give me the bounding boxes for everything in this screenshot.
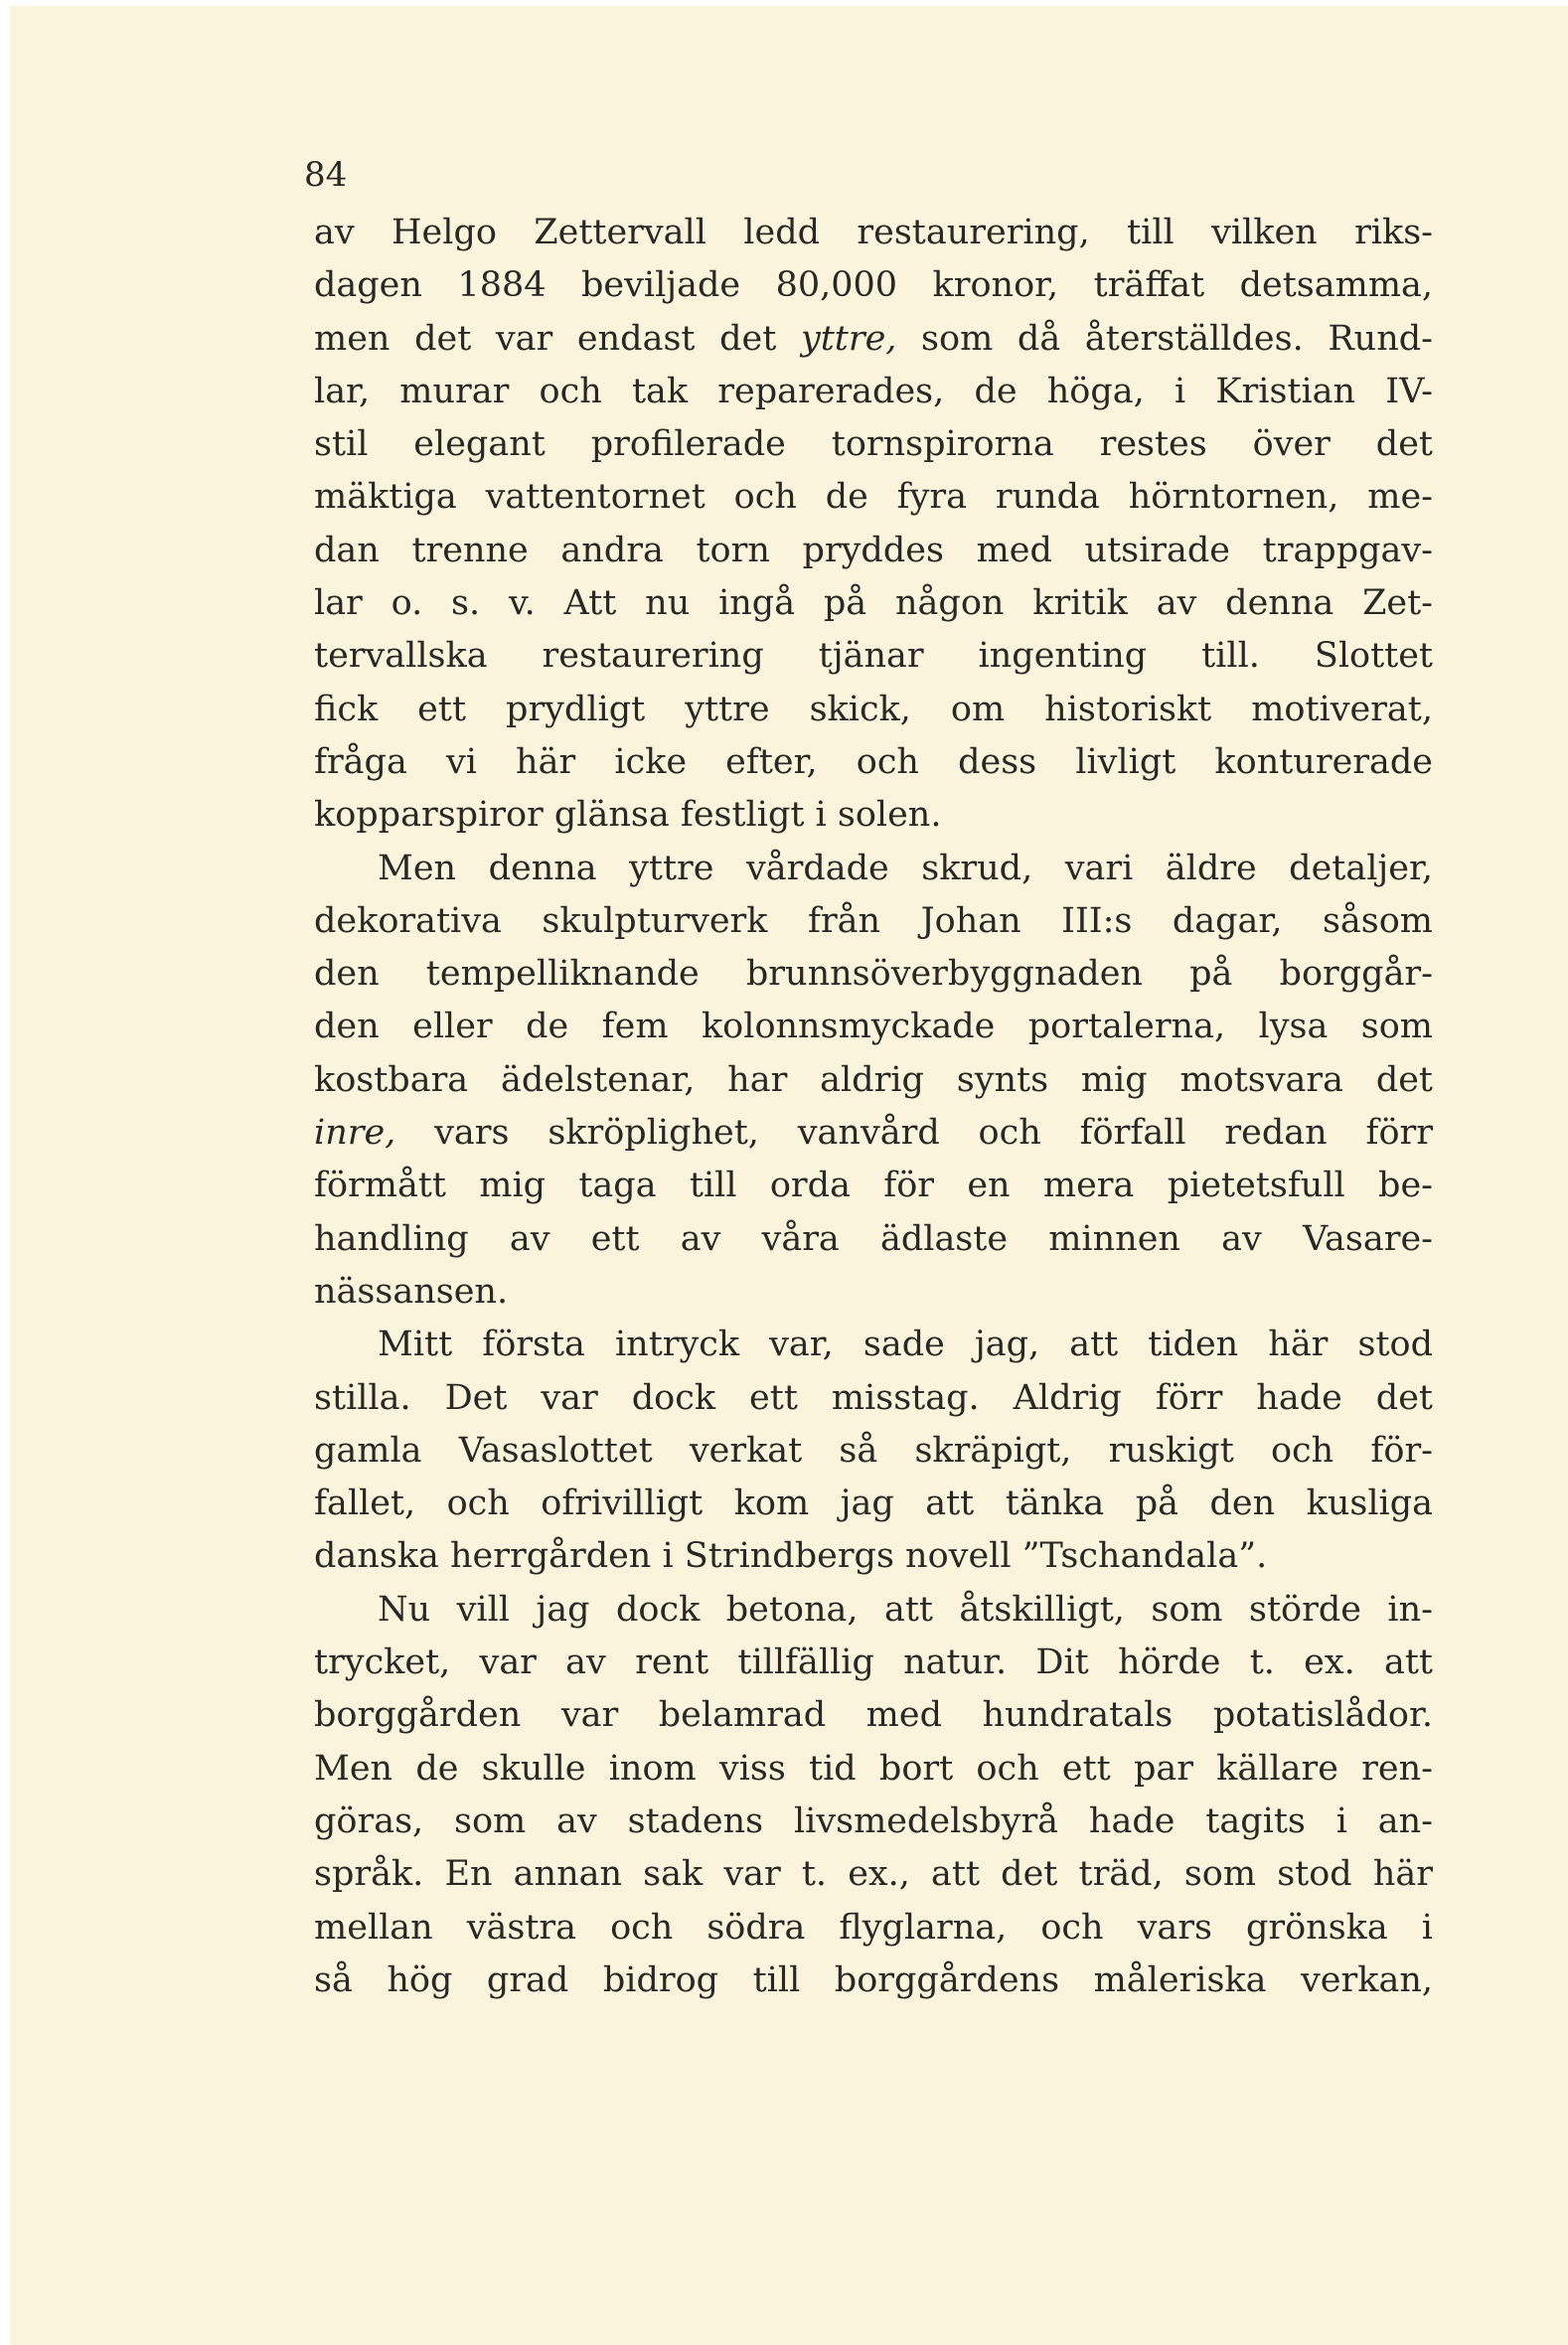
line-segment: lar, murar och tak reparerades, de höga, i Kristian IV- xyxy=(314,371,1433,411)
line-segment: borggården var belamrad med hundratals potatislådor. xyxy=(314,1695,1433,1736)
line-segment: dan trenne andra torn pryddes med utsirade trappgav- xyxy=(314,530,1433,570)
line-segment: nässansen. xyxy=(314,1271,509,1312)
text-line xyxy=(314,1848,1433,1901)
text-line xyxy=(314,1160,1433,1212)
line-segment: den tempelliknande brunnsöverbyggnaden på borggår- xyxy=(314,954,1433,995)
body-text xyxy=(314,207,1433,2007)
text-line xyxy=(314,630,1433,683)
text-line xyxy=(314,1743,1433,1796)
text-line xyxy=(314,1213,1433,1266)
line-segment: dekorativa skulpturverk från Johan III:s dagar, såsom xyxy=(314,900,1433,941)
line-segment: fallet, och ofrivilligt kom jag att tänka på den kusliga xyxy=(314,1484,1433,1524)
line-segment: Mitt första intryck var, sade jag, att tiden här stod xyxy=(378,1325,1433,1365)
text-line xyxy=(314,895,1433,948)
line-segment: stilla. Det var dock ett misstag. Aldrig förr hade det xyxy=(314,1377,1433,1418)
text-line xyxy=(314,1796,1433,1848)
text-line xyxy=(314,313,1433,366)
text-line xyxy=(314,1107,1433,1160)
line-segment: kopparspiror glänsa festligt i solen. xyxy=(314,795,942,836)
line-segment: danska herrgården i Strindbergs novell ”Tschandala”. xyxy=(314,1536,1268,1577)
text-line xyxy=(314,525,1433,577)
text-line xyxy=(314,948,1433,1001)
line-segment: den eller de fem kolonnsmyckade portalerna, lysa som xyxy=(314,1007,1433,1047)
line-segment: stil elegant profilerade tornspirorna restes över det xyxy=(314,424,1433,465)
line-segment: tervallska restaurering tjänar ingenting till. Slottet xyxy=(314,636,1433,677)
line-segment: göras, som av stadens livsmedelsbyrå hade tagits i an- xyxy=(314,1800,1433,1841)
text-line xyxy=(314,1425,1433,1478)
text-line xyxy=(314,418,1433,471)
line-segment: fråga vi här icke efter, och dess livligt konturerade xyxy=(314,741,1433,782)
text-line xyxy=(314,1954,1433,2007)
line-segment: så hög grad bidrog till borggårdens måleriska verkan, xyxy=(314,1959,1433,2000)
line-segment: mellan västra och södra flyglarna, och vars grönska i xyxy=(314,1907,1433,1948)
line-segment: av Helgo Zettervall ledd restaurering, till vilken riks- xyxy=(314,213,1433,252)
text-line xyxy=(314,259,1433,312)
italic-word: inre, xyxy=(314,1113,396,1154)
line-segment: fick ett prydligt yttre skick, om historiskt motiverat, xyxy=(314,689,1433,729)
text-line xyxy=(314,1266,1433,1319)
line-segment: lar o. s. v. Att nu ingå på någon kritik av denna Zet- xyxy=(314,583,1433,624)
line-segment: mäktiga vattentornet och de fyra runda hörntornen, me- xyxy=(314,477,1433,518)
text-line xyxy=(314,789,1433,842)
line-segment: språk. En annan sak var t. ex., att det träd, som stod här xyxy=(314,1854,1433,1895)
text-line xyxy=(314,1372,1433,1425)
text-line xyxy=(314,366,1433,418)
line-segment: kostbara ädelstenar, har aldrig synts mig motsvara det xyxy=(314,1059,1433,1100)
text-line xyxy=(314,1902,1433,1954)
italic-word: yttre, xyxy=(800,318,897,359)
line-segment: Men denna yttre vårdade skrud, vari äldre detaljer, xyxy=(378,848,1433,888)
page-number: 84 xyxy=(304,155,348,195)
text-line xyxy=(314,577,1433,630)
line-segment: men det var endast det xyxy=(314,318,801,359)
line-segment: dagen 1884 beviljade 80,000 kronor, träffat detsamma, xyxy=(314,265,1433,306)
text-line xyxy=(314,736,1433,789)
text-line xyxy=(314,1478,1433,1530)
text-line xyxy=(314,1637,1433,1689)
text-line xyxy=(314,1530,1433,1583)
line-segment: vars skröplighet, vanvård och förfall redan förr xyxy=(395,1113,1433,1154)
text-line xyxy=(314,1001,1433,1053)
line-segment: förmått mig taga till orda för en mera pietetsfull be- xyxy=(314,1166,1433,1206)
text-line xyxy=(314,471,1433,524)
text-line xyxy=(314,1054,1433,1107)
line-segment: gamla Vasaslottet verkat så skräpigt, ruskigt och för- xyxy=(314,1430,1433,1471)
text-line xyxy=(314,843,1433,895)
text-line xyxy=(314,207,1433,259)
line-segment: handling av ett av våra ädlaste minnen av Vasare- xyxy=(314,1218,1433,1259)
text-line xyxy=(314,1689,1433,1742)
text-line xyxy=(314,1319,1433,1371)
line-segment: Nu vill jag dock betona, att åtskilligt, som störde in- xyxy=(378,1589,1433,1630)
text-line xyxy=(314,684,1433,736)
text-line xyxy=(314,1584,1433,1637)
line-segment: Men de skulle inom viss tid bort och ett par källare ren- xyxy=(314,1748,1433,1789)
line-segment: trycket, var av rent tillfällig natur. Dit hörde t. ex. att xyxy=(314,1642,1433,1683)
line-segment: som då återställdes. Rund- xyxy=(896,318,1433,359)
